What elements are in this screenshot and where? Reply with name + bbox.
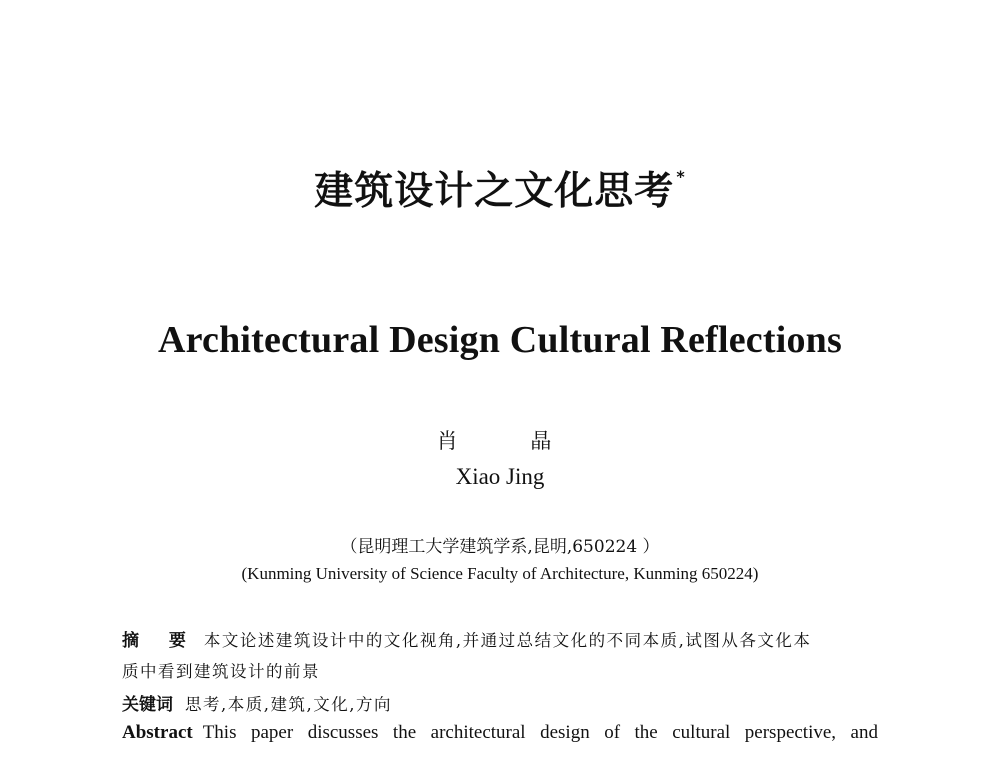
truncated-text-fragment bbox=[122, 754, 878, 760]
truncated-next-line bbox=[122, 754, 878, 760]
abstract-chinese-line-1: 本文论述建筑设计中的文化视角,并通过总结文化的不同本质,试图从各文化本 bbox=[203, 631, 812, 650]
abstract-english-line-1 bbox=[122, 722, 878, 744]
abstract-chinese-label: 摘 要 bbox=[122, 631, 198, 651]
chinese-title-text: 建筑设计之文化思考 bbox=[314, 169, 675, 214]
author-name-english: Xiao Jing bbox=[455, 464, 545, 489]
keywords-label: 关键词 bbox=[122, 695, 173, 715]
keywords-block bbox=[122, 690, 878, 715]
abstract-english-text: This paper discusses the architectural design of the cultural perspective, and bbox=[202, 722, 878, 743]
author-name-chinese: 肖 晶 bbox=[436, 429, 574, 453]
affiliation-english: (Kunming University of Science Faculty of Architecture, Kunming 650224) bbox=[241, 564, 759, 583]
abstract-chinese-continued bbox=[122, 658, 878, 682]
abstract-english bbox=[122, 722, 878, 744]
abstract-chinese-line-2: 质中看到建筑设计的前景 bbox=[122, 662, 320, 681]
abstract-chinese bbox=[122, 626, 878, 651]
keywords-list: 思考,本质,建筑,文化,方向 bbox=[185, 695, 392, 714]
affiliation-chinese: （昆明理工大学建筑学系,昆明,650224 ） bbox=[340, 537, 660, 557]
chinese-title bbox=[0, 160, 1000, 216]
title-footnote-mark: * bbox=[676, 167, 686, 186]
english-title: Architectural Design Cultural Reflections bbox=[158, 319, 842, 361]
abstract-english-label: Abstract bbox=[122, 722, 193, 743]
